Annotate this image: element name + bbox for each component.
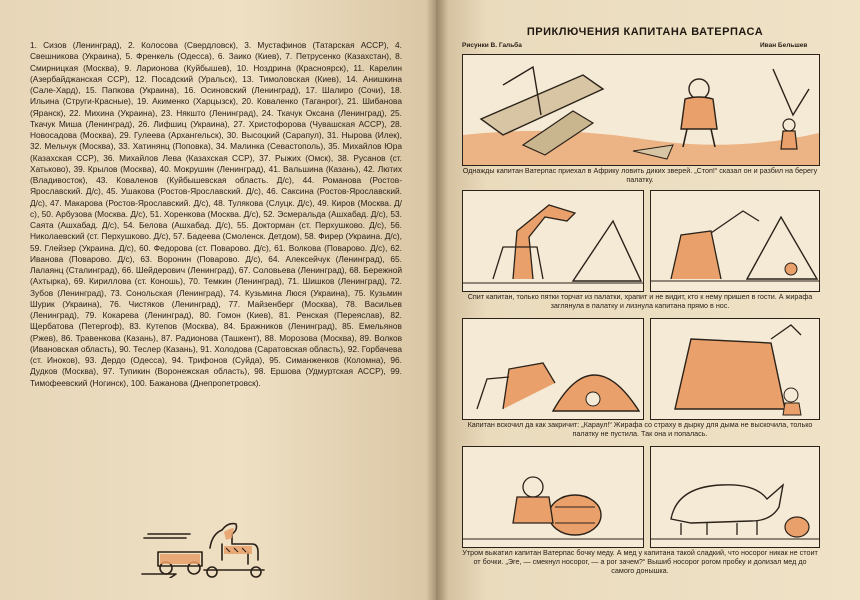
winner-entry: 72. Зубов (Ленинград),	[30, 276, 402, 298]
winner-entry: 6. Заико (Киев),	[217, 51, 286, 62]
caption-2: Спит капитан, только пятки торчат из палатки, храпит и не видит, кто к нему пришел в гости. А жирафа заглянула в палатку и лизнула капитана прямо в нос.	[467, 292, 813, 310]
winner-entry: 86. Травенкова (Казань),	[61, 332, 162, 343]
winner-entry: 70. Темкин (Ленинград),	[188, 276, 288, 287]
winner-entry: 48. Тулякова (Слуцк. Д/с),	[213, 197, 318, 208]
winner-entry: 81. Ренская (Переяслав),	[279, 310, 391, 320]
caption-3: Капитан вскочил да как закричит: „Караул!“ Жирафа со страху в дырку для дыма не выскочила, только палатку не пустила. Так она и попалась.	[467, 420, 813, 438]
winner-entry: 13. Тимоловская (Киев),	[242, 73, 347, 84]
winner-entry: 9. Ларионова (Куйбышев),	[124, 62, 237, 73]
winner-entry: 57. Бадеева (Смоленск. Детдом),	[173, 231, 305, 242]
winner-entry: 63. Воронин (Поварово. Д/с),	[140, 253, 269, 264]
comic-panel-1	[462, 54, 820, 166]
winner-entry: 68. Бережной (Ахтырка),	[30, 265, 402, 287]
caption-1: Однажды капитан Ватерпас приехал в Африку ловить диких зверей. „Стоп!“ сказал он и разбил на берегу палатку.	[462, 166, 818, 184]
comic-panel-4	[462, 318, 644, 420]
winner-entry: 8. Смирницкая (Москва),	[30, 51, 403, 73]
winner-entry: 87. Радионова (Ташкент),	[161, 332, 265, 343]
winner-entry: 71. Шишков (Ленинград),	[287, 276, 391, 287]
winner-entry: 42. Лютих (Владивосток),	[30, 163, 402, 185]
panel-1-art	[463, 55, 819, 165]
winner-entry: 5. Френкель (Одесса),	[125, 51, 218, 62]
comic-panel-6	[462, 446, 644, 548]
winner-entry: 95. Симанженков (Коломна),	[269, 355, 391, 365]
comic-title: ПРИКЛЮЧЕНИЯ КАПИТАНА ВАТЕРПАСА	[526, 26, 764, 38]
comic-panel-5	[650, 318, 820, 420]
winner-entry: 66. Шейдерович (Ленинград),	[121, 265, 239, 275]
winners-list	[30, 40, 402, 389]
winner-entry: 21. Шибанова (Яранск),	[30, 96, 402, 118]
winner-entry: 83. Кутепов (Москва),	[129, 321, 224, 332]
winner-entry: 22. Михина (Украина),	[69, 107, 162, 118]
winner-entry: 75. Кузьмин Шурик (Украина),	[30, 287, 402, 309]
winner-entry: 93. Дердо (Одесса),	[84, 355, 172, 365]
winner-entry: 18. Ильина (Струги-Красные),	[30, 85, 402, 107]
winner-entry: 73. Сонольская (Ленинград),	[110, 287, 230, 298]
winner-entry: 46. Саксина (Ростов-Ярославский. Д/с),	[30, 186, 402, 208]
winner-entry: 17. Шалиро (Сочи),	[305, 85, 391, 95]
winner-entry: 41. Вальшина (Казань),	[268, 163, 364, 174]
winner-entry: 4. Свешникова (Украина),	[30, 40, 402, 62]
winner-entry: 10. Ноздрина (Красноярск),	[236, 62, 354, 73]
winner-entry: 7. Петрусенко (Казахстан),	[285, 51, 396, 62]
winner-entry: 49. Киров (Москва. Д/с),	[30, 197, 402, 219]
winner-entry: 65. Лалаянц (Сталинград),	[30, 253, 402, 275]
winner-entry: 77. Майзенберг (Москва),	[228, 298, 346, 309]
winner-entry: 100. Бажанова (Днепропетровск).	[130, 377, 261, 388]
winner-entry: 76. Чистяков (Ленинград),	[109, 298, 229, 309]
winner-entry: 15. Папкова (Украина),	[85, 85, 184, 95]
comic-panel-3	[650, 190, 820, 292]
winner-entry: 29. Гулеева (Архангельск),	[119, 130, 227, 140]
winner-entry: 31. Нырова (Илек),	[327, 130, 402, 140]
winner-entry: 52. Эсмеральда (Ашхабад. Д/с),	[263, 208, 391, 219]
winner-entry: 33. Хатинянц (Поповка),	[118, 141, 216, 152]
winner-entry: 2. Колосова (Свердловск),	[128, 40, 245, 50]
winner-entry: 24. Ткачук Оксана (Ленинград),	[261, 107, 391, 118]
winner-entry: 53. Саята (Ашхабад. Д/с),	[30, 208, 402, 230]
winner-entry: 90. Теслер (Казань),	[119, 343, 201, 354]
panel-2-art	[463, 191, 643, 291]
winner-entry: 85. Емельянов (Ржев),	[30, 321, 402, 343]
winner-entry: 45. Ушакова (Ростов-Ярославский. Д/с),	[106, 186, 267, 197]
winner-entry: 82. Щербатова (Петергоф),	[30, 310, 402, 332]
winner-entry: 80. Гомон (Киев),	[199, 310, 280, 320]
winner-entry: 79. Кокарева (Ленинград),	[84, 310, 200, 320]
winner-entry: 62. Иванова (Поварово. Д/с),	[30, 242, 403, 264]
winner-entry: 56. Николаевский (ст. Перхушково. Д/с),	[30, 220, 402, 242]
comic-panel-7	[650, 446, 820, 548]
winner-entry: 59. Глейзер (Украина. Д/с),	[30, 242, 140, 253]
panel-4-art	[463, 319, 643, 419]
winner-entry: 97. Тупикин (Воронежская область),	[103, 366, 255, 377]
winner-entry: 26. Лифшиц (Украина),	[138, 118, 234, 129]
winner-entry: 94. Трифонов (Суйда),	[171, 355, 270, 365]
winner-entry: 38. Русанов (ст. Хатьково),	[30, 152, 402, 174]
winner-entry: 61. Волкова (Поварово. Д/с),	[274, 242, 391, 253]
winner-entry: 32. Мельчук (Москва),	[30, 141, 119, 152]
winner-entry: 28. Новосадова (Москва),	[30, 118, 402, 140]
winner-entry: 64. Алексейчук (Ленинград),	[268, 253, 391, 264]
panel-5-art	[651, 319, 819, 419]
winner-entry: 60. Федорова (ст. Поварово. Д/с),	[139, 242, 275, 253]
winner-entry: 98. Ершова (Удмуртская АССР),	[254, 366, 391, 377]
winner-entry: 91. Холодова (Саратовская область),	[200, 343, 348, 354]
illustrator-credit: Рисунки В. Гальба	[462, 42, 522, 49]
winner-entry: 44. Романова (Ростов-Ярославский. Д/с),	[30, 175, 403, 197]
winner-entry: 88. Морозова (Москва),	[264, 332, 360, 343]
panel-3-art	[651, 191, 819, 291]
winner-entry: 11. Карелин (Азербайджанская ССР),	[30, 62, 402, 84]
winner-entry: 96. Дудков (Москва),	[30, 355, 402, 377]
book-gutter	[426, 0, 448, 600]
author-credit: Иван Бельшев	[760, 42, 808, 49]
winner-entry: 36. Михайлов Лева (Казахская ССР),	[103, 152, 260, 163]
winner-entry: 30. Высоцкий (Сарапул),	[226, 130, 327, 140]
winner-entry: 74. Кузьмина Люся (Украина),	[229, 287, 355, 298]
winner-entry: 14. Анишкина (Сале-Хард),	[30, 73, 402, 95]
winner-entry: 92. Горбачева (ст. Иноков),	[30, 343, 402, 365]
panel-7-art	[651, 447, 819, 547]
winner-entry: 19. Акименко (Харцызск),	[136, 96, 242, 107]
caption-4: Утром выкатил капитан Ватерпас бочку меду. А мед у капитана такой сладкий, что носорог никак не стоит от бочки. „Эге, — смекнул носорог, — а рог зачем?“ Вышиб носорог рогом пробку и долизал мед до самого донышка.	[462, 548, 818, 575]
winner-entry: 47. Макарова (Ростов-Ярославский. Д/с),	[50, 197, 214, 208]
winner-entry: 40. Мокрушин (Ленинград),	[159, 163, 269, 174]
winner-entry: 20. Коваленко (Таганрог),	[241, 96, 347, 107]
winner-entry: 43. Коваленов (Куйбышевская область. Д/с),	[96, 175, 303, 185]
winner-entry: 84. Бражников (Ленинград),	[223, 321, 343, 332]
toy-horse-cart-illustration	[140, 508, 290, 578]
winner-entry: 39. Крылов (Москва),	[73, 163, 160, 174]
panel-6-art	[463, 447, 643, 547]
winner-entry: 55. Докторман (ст. Перхушково. Д/с),	[237, 220, 391, 230]
winner-entry: 54. Белова (Ашхабад. Д/с),	[123, 220, 237, 230]
winner-entry: 99. Тимофеевский (Ногинск),	[30, 366, 402, 388]
winner-entry: 12. Посадский (Уральск),	[134, 73, 243, 84]
winner-entry: 3. Мустафинов (Татарская АССР),	[244, 40, 396, 50]
winner-entry: 34. Малинка (Севастополь),	[215, 141, 329, 152]
winner-entry: 69. Кириллова (ст. Коношь),	[73, 276, 189, 287]
winner-entry: 27. Христофорова (Чувашская АССР),	[233, 118, 391, 129]
winner-entry: 37. Рыжих (Омск),	[259, 152, 338, 163]
winner-entry: 67. Соловьева (Ленинград),	[238, 265, 350, 275]
winner-entry: 35. Михайлов Юра (Казахская ССР),	[30, 141, 402, 163]
winner-entry: 50. Арбузова (Москва. Д/с),	[41, 208, 150, 219]
winner-entry: 58. Фирер (Украина. Д/с),	[304, 231, 402, 242]
winner-entry: 78. Васильев (Ленинград),	[30, 298, 402, 320]
winner-entry: 16. Осиновский (Ленинград),	[183, 85, 306, 95]
winner-entry: 51. Хоренкова (Москва. Д/с),	[149, 208, 264, 219]
winner-entry: 89. Волков (Ивановская область),	[30, 332, 403, 354]
winner-entry: 25. Ткачук Миша (Ленинград),	[30, 107, 402, 129]
winner-entry: 23. Някшто (Ленинград),	[161, 107, 262, 118]
comic-panel-2	[462, 190, 644, 292]
winner-entry: 1. Сизов (Ленинград),	[30, 40, 129, 50]
